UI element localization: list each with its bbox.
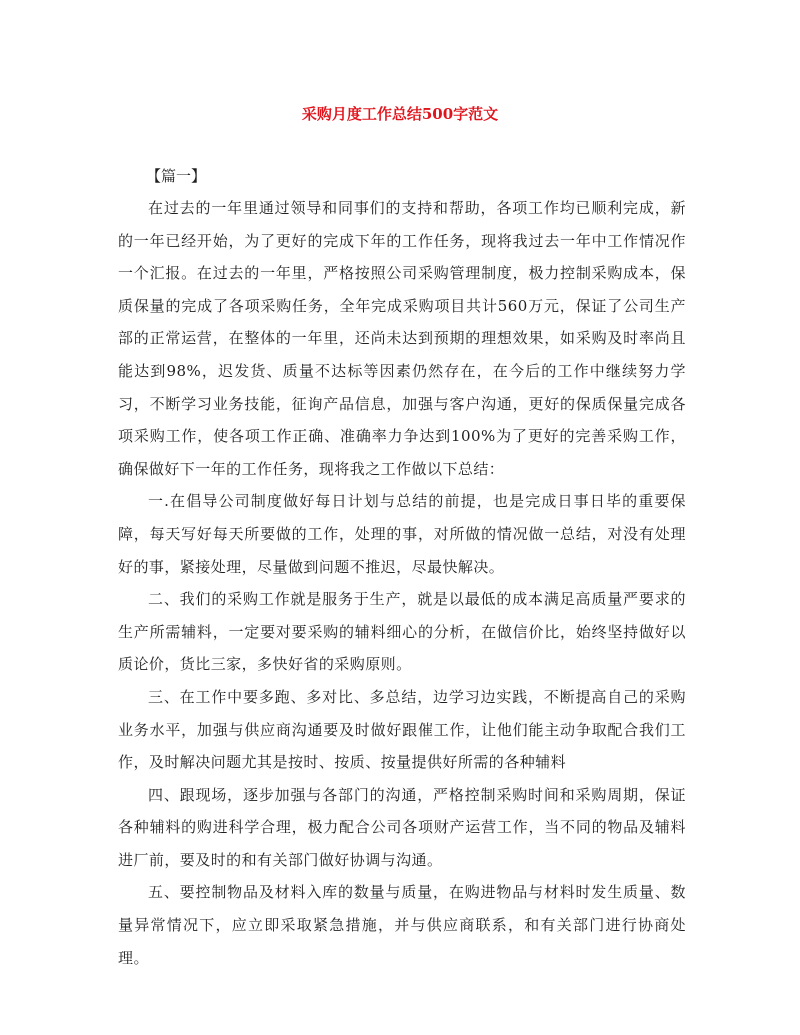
paragraph-item-3: 三、在工作中要多跑、多对比、多总结，边学习边实践，不断提高自己的采购业务水平，加强与供应商沟通要及时做好跟催工作，让他们能主动争取配合我们工作，及时解决问题尤其是按时、按质、按量提供好所需的各种辅料 [118, 687, 686, 772]
paragraph-item-5: 五、要控制物品及材料入库的数量与质量，在购进物品与材料时发生质量、数量异常情况下，应立即采取紧急措施，并与供应商联系，和有关部门进行协商处理。 [118, 883, 686, 967]
paragraph-item-4: 四、跟现场，逐步加强与各部门的沟通，严格控制采购时间和采购周期，保证各种辅料的购进科学合理，极力配合公司各项财产运营工作，当不同的物品及辅料进厂前，要及时的和有关部门做好协调与沟通。 [118, 785, 686, 869]
paragraph-item-2: 二、我们的采购工作就是服务于生产，就是以最低的成本满足高质量严要求的生产所需辅料，一定要对要采购的辅料细心的分析，在做信价比，始终坚持做好以质论价，货比三家，多快好省的采购原则。 [118, 590, 686, 674]
document-title: 采购月度工作总结500字范文 [301, 105, 499, 123]
section-label: 【篇一】 [146, 167, 207, 185]
document-body [118, 192, 686, 974]
paragraph-intro: 在过去的一年里通过领导和同事们的支持和帮助，各项工作均已顺利完成，新的一年已经开始，为了更好的完成下年的工作任务，现将我过去一年中工作情况作一个汇报。在过去的一年里，严格按照公司采购管理制度，极力控制采购成本，保质保量的完成了各项采购任务，全年完成采购项目共计560万元，保证了公司生产部的正常运营，在整体的一年里，还尚未达到预期的理想效果，如采购及时率尚且能达到98%，迟发货、质量不达标等因素仍然存在，在今后的工作中继续努力学习，不断学习业务技能，征询产品信息，加强与客户沟通，更好的保质保量完成各项采购工作，使各项工作正确、准确率力争达到100%为了更好的完善采购工作，确保做好下一年的工作任务，现将我之工作做以下总结： [118, 199, 686, 478]
paragraph-item-1: 一.在倡导公司制度做好每日计划与总结的前提，也是完成日事日毕的重要保障，每天写好每天所要做的工作，处理的事，对所做的情况做一总结，对没有处理好的事，紧接处理，尽量做到问题不推迟，尽最快解决。 [118, 492, 686, 576]
